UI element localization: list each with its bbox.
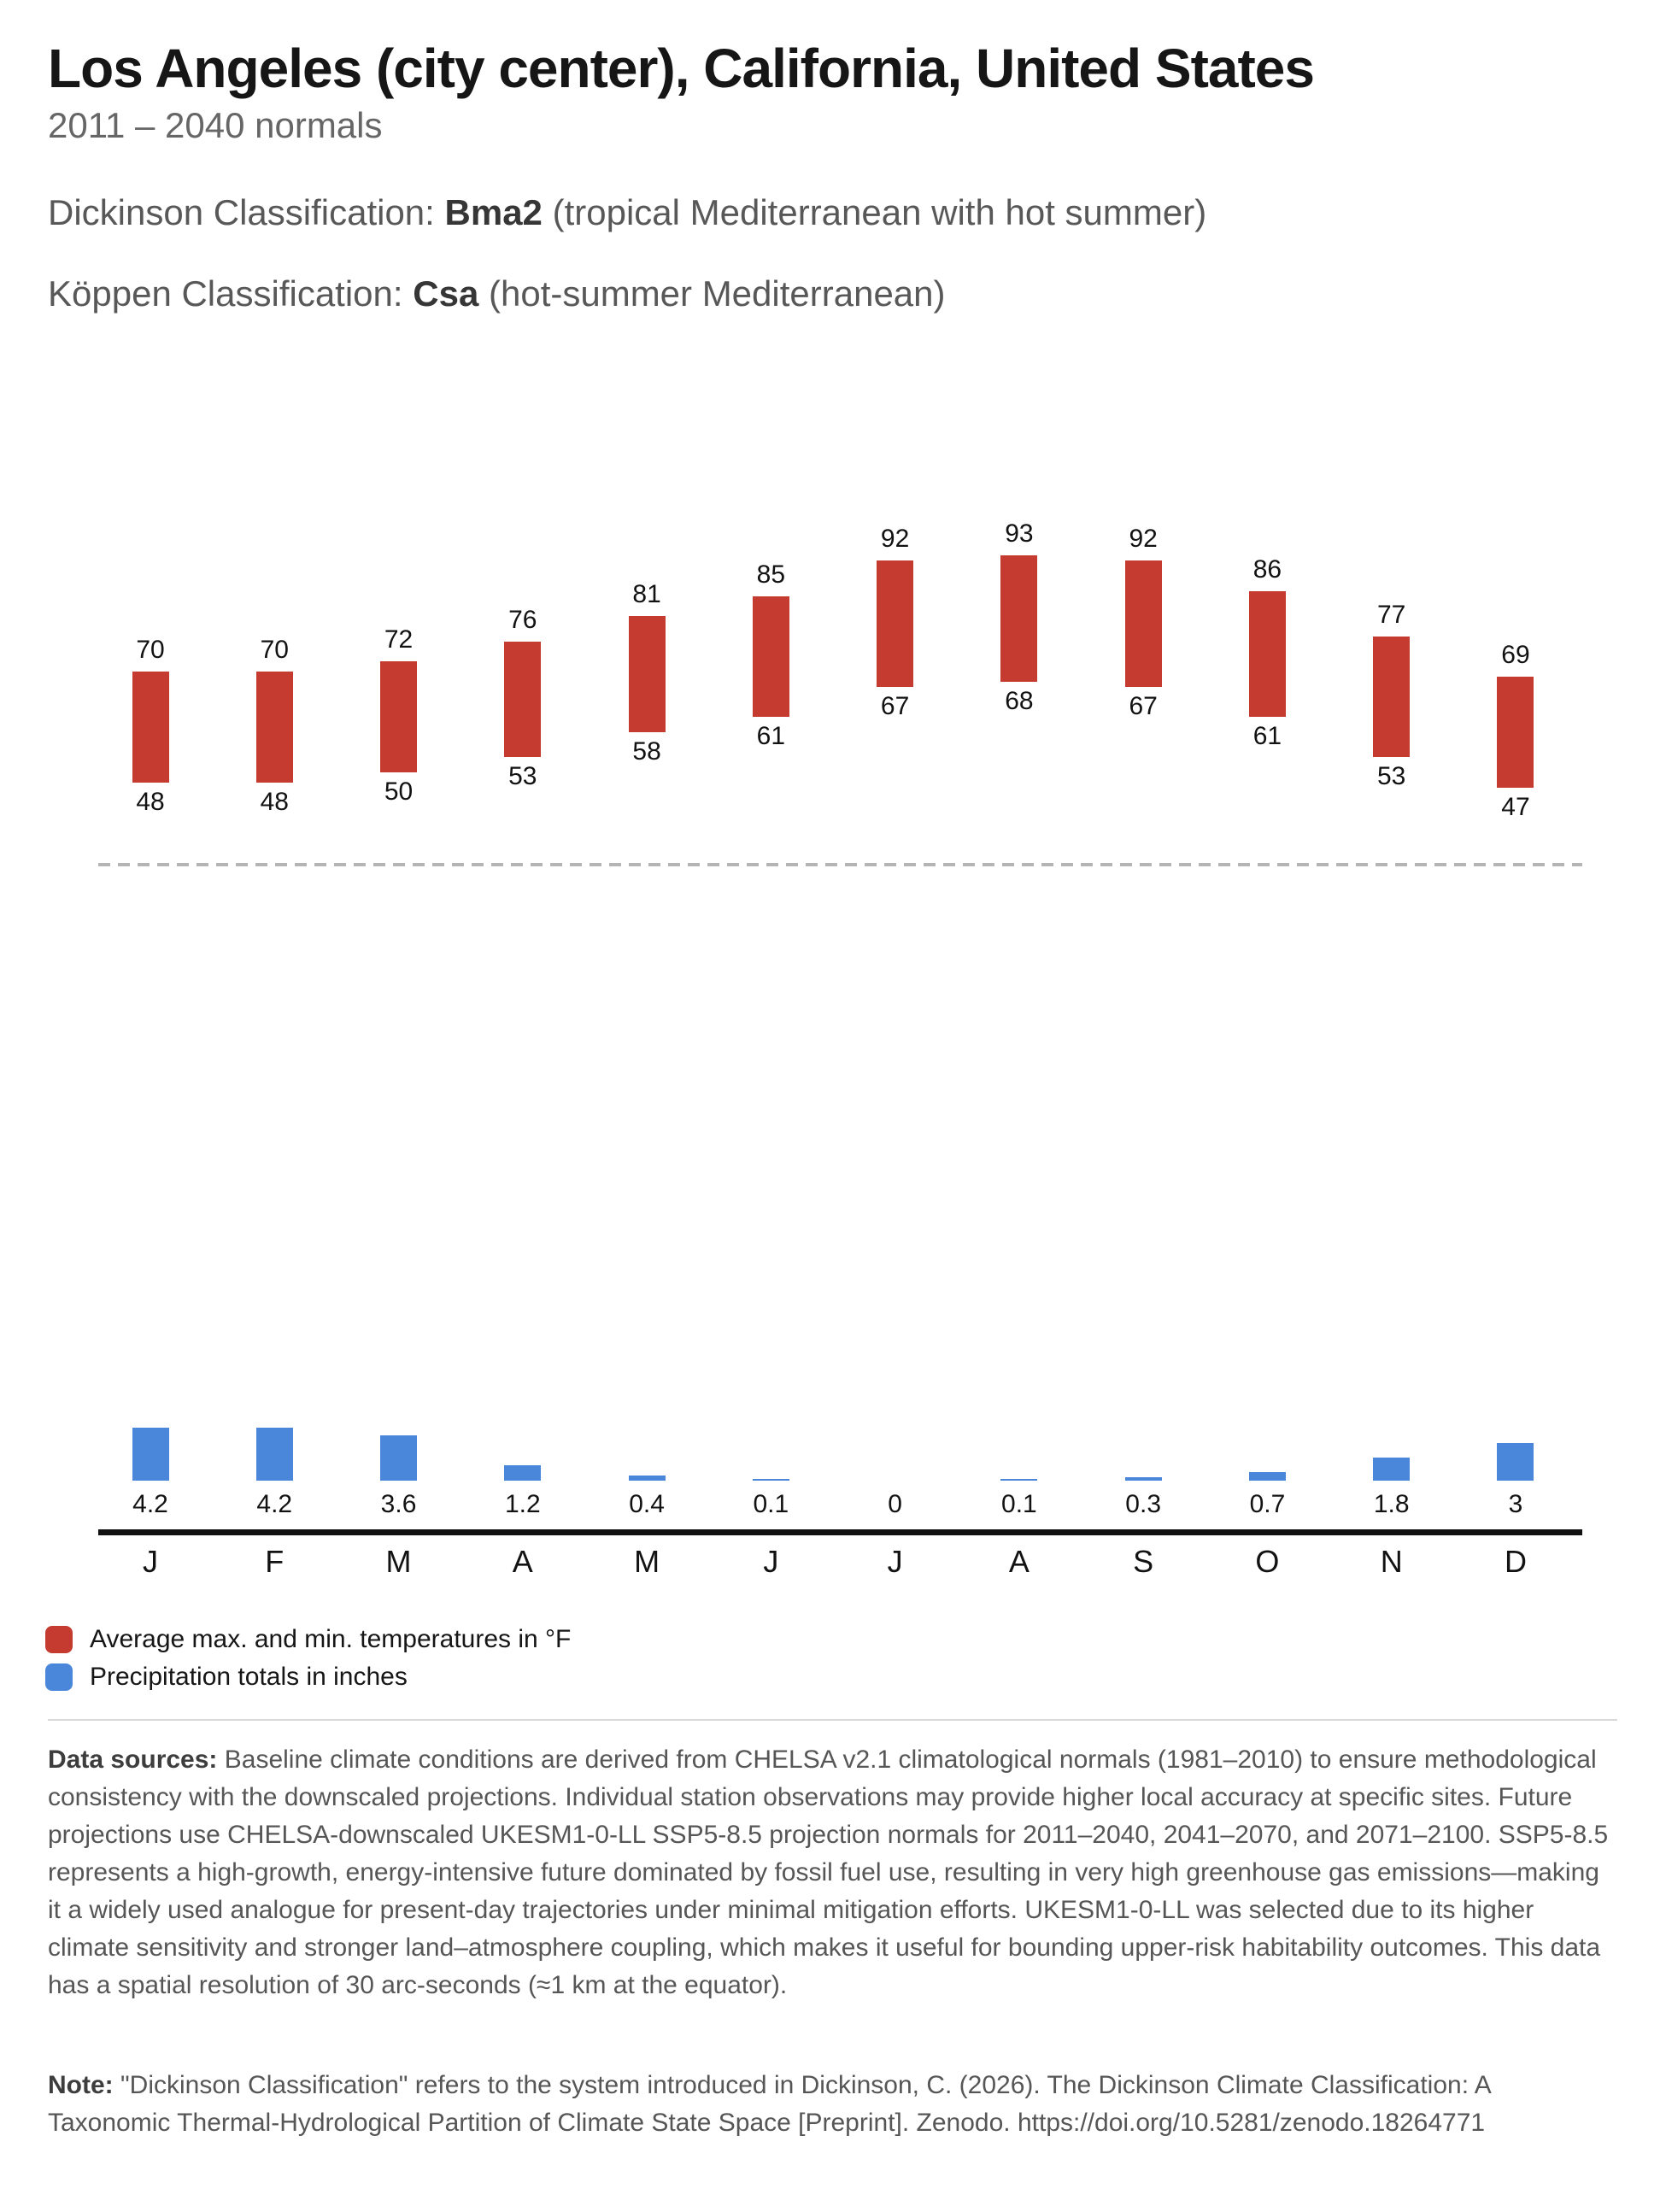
temp-bar-5	[753, 596, 789, 718]
month-label-5: J	[763, 1544, 779, 1579]
month-label-6: J	[887, 1544, 903, 1579]
data-sources-paragraph	[48, 1741, 1618, 2004]
temp-bar-6	[877, 560, 913, 687]
temp-max-label-0: 70	[136, 636, 165, 664]
temp-min-label-7: 68	[1005, 686, 1034, 715]
precip-bar-2	[380, 1435, 417, 1481]
dickinson-classification-line	[48, 192, 1207, 232]
note-paragraph	[48, 2067, 1618, 2142]
precip-bar-1	[256, 1428, 293, 1481]
month-axis-line	[98, 1529, 1582, 1535]
temp-min-label-11: 47	[1501, 792, 1530, 821]
temp-bar-1	[256, 672, 293, 783]
temperature-swatch-icon	[45, 1626, 73, 1653]
precip-value-label-5: 0.1	[753, 1490, 789, 1518]
temp-bar-10	[1373, 637, 1410, 758]
climate-chart	[98, 478, 1582, 1589]
temp-bar-0	[132, 672, 169, 783]
temp-min-label-6: 67	[880, 691, 910, 720]
temp-min-label-10: 53	[1377, 762, 1406, 791]
month-label-2: M	[385, 1544, 412, 1579]
koppen-classification-description: (hot-summer Mediterranean)	[488, 273, 946, 314]
temp-min-label-2: 50	[384, 777, 414, 806]
dickinson-classification-description: (tropical Mediterranean with hot summer)	[552, 192, 1207, 232]
temp-bar-8	[1125, 560, 1162, 687]
precip-bar-10	[1373, 1458, 1410, 1481]
precip-value-label-3: 1.2	[504, 1490, 541, 1518]
temp-max-label-2: 72	[384, 625, 414, 654]
temp-max-label-3: 76	[508, 605, 537, 634]
temp-min-label-8: 67	[1129, 691, 1158, 720]
precip-value-label-9: 0.7	[1249, 1490, 1286, 1518]
temp-min-label-9: 61	[1252, 722, 1282, 751]
data-sources-text: Baseline climate conditions are derived from CHELSA v2.1 climatological normals (1981–2010) to ensure methodological consistency with the downscaled projections. Individual station observations may provide higher local accuracy at specific sites. Future projections use CHELSA-downscaled UKESM1-0-LL SSP5-8.5 projection normals for 2011–2040, 2041–2070, and 2071–2100. SSP5-8.5 represents a high-growth, energy-intensive future dominated by fossil fuel use, resulting in very high greenhouse gas emissions—making it a widely used analogue for present-day trajectories under minimal mitigation efforts. UKESM1-0-LL was selected due to its higher climate sensitivity and stronger land–atmosphere coupling, which makes it useful for bounding upper-risk habitability outcomes. This data has a spatial resolution of 30 arc-seconds (≈1 km at the equator).	[48, 1746, 1609, 1999]
temp-bar-3	[504, 642, 541, 758]
temp-bar-7	[1000, 555, 1037, 682]
month-label-9: O	[1255, 1544, 1280, 1579]
precip-value-label-7: 0.1	[1001, 1490, 1037, 1518]
precip-value-label-1: 4.2	[256, 1490, 293, 1518]
note-label: Note:	[48, 2071, 114, 2099]
month-label-3: A	[512, 1544, 533, 1579]
temp-min-label-4: 58	[632, 736, 661, 766]
freezing-line	[98, 863, 1582, 866]
normals-period-subtitle: 2011 – 2040 normals	[48, 105, 383, 145]
temp-bar-4	[629, 616, 666, 732]
precip-value-label-2: 3.6	[380, 1490, 417, 1518]
temp-max-label-8: 92	[1129, 525, 1158, 554]
precip-bar-11	[1497, 1443, 1534, 1481]
month-label-1: F	[265, 1544, 285, 1579]
precip-value-label-6: 0	[888, 1490, 902, 1518]
temp-max-label-7: 93	[1005, 519, 1034, 549]
legend-item-temperature	[45, 1626, 571, 1653]
divider	[48, 1719, 1617, 1721]
precip-value-label-11: 3	[1508, 1490, 1523, 1518]
temp-min-label-5: 61	[756, 722, 786, 751]
temp-bar-2	[380, 661, 417, 772]
dickinson-classification-label: Dickinson Classification:	[48, 192, 435, 232]
temp-max-label-4: 81	[632, 580, 661, 609]
precip-bar-8	[1125, 1477, 1162, 1481]
precip-bar-4	[629, 1476, 666, 1481]
month-label-0: J	[143, 1544, 158, 1579]
month-label-10: N	[1380, 1544, 1403, 1579]
legend-temperature-label: Average max. and min. temperatures in °F	[90, 1625, 572, 1653]
temp-min-label-1: 48	[260, 787, 289, 816]
precip-bar-7	[1000, 1479, 1037, 1481]
temp-bar-9	[1249, 591, 1286, 718]
legend-item-precipitation	[45, 1663, 571, 1691]
month-label-11: D	[1504, 1544, 1527, 1579]
dickinson-classification-code: Bma2	[444, 192, 543, 232]
temp-max-label-9: 86	[1252, 554, 1282, 584]
precip-value-label-4: 0.4	[629, 1490, 665, 1518]
precip-bar-0	[132, 1428, 169, 1481]
data-sources-label: Data sources:	[48, 1746, 218, 1774]
temp-max-label-6: 92	[880, 525, 910, 554]
temp-min-label-0: 48	[136, 787, 165, 816]
koppen-classification-label: Köppen Classification:	[48, 273, 403, 314]
note-text: "Dickinson Classification" refers to the system introduced in Dickinson, C. (2026). The Dickinson Climate Classification: A Taxonomic Thermal-Hydrological Partition of Climate State Space [Preprint]. Zenodo. https://doi.org/10.5281/zenodo.18264771	[48, 2071, 1491, 2137]
precip-bar-9	[1249, 1472, 1286, 1481]
koppen-classification-line	[48, 273, 946, 314]
month-label-8: S	[1133, 1544, 1154, 1579]
precip-bar-3	[504, 1465, 541, 1481]
chart-legend	[45, 1626, 571, 1691]
precipitation-swatch-icon	[45, 1663, 73, 1691]
precip-value-label-0: 4.2	[132, 1490, 168, 1518]
page-title: Los Angeles (city center), California, United States	[48, 38, 1314, 99]
precip-bar-5	[753, 1479, 789, 1481]
month-label-4: M	[634, 1544, 660, 1579]
temp-min-label-3: 53	[508, 762, 537, 791]
koppen-classification-code: Csa	[413, 273, 479, 314]
legend-precipitation-label: Precipitation totals in inches	[90, 1663, 408, 1691]
precip-value-label-10: 1.8	[1373, 1490, 1410, 1518]
month-label-7: A	[1008, 1544, 1030, 1579]
precip-value-label-8: 0.3	[1125, 1490, 1162, 1518]
temp-max-label-10: 77	[1377, 600, 1406, 629]
temp-bar-11	[1497, 677, 1534, 788]
temp-max-label-1: 70	[260, 636, 289, 664]
temp-max-label-11: 69	[1501, 640, 1530, 669]
temp-max-label-5: 85	[756, 560, 786, 589]
